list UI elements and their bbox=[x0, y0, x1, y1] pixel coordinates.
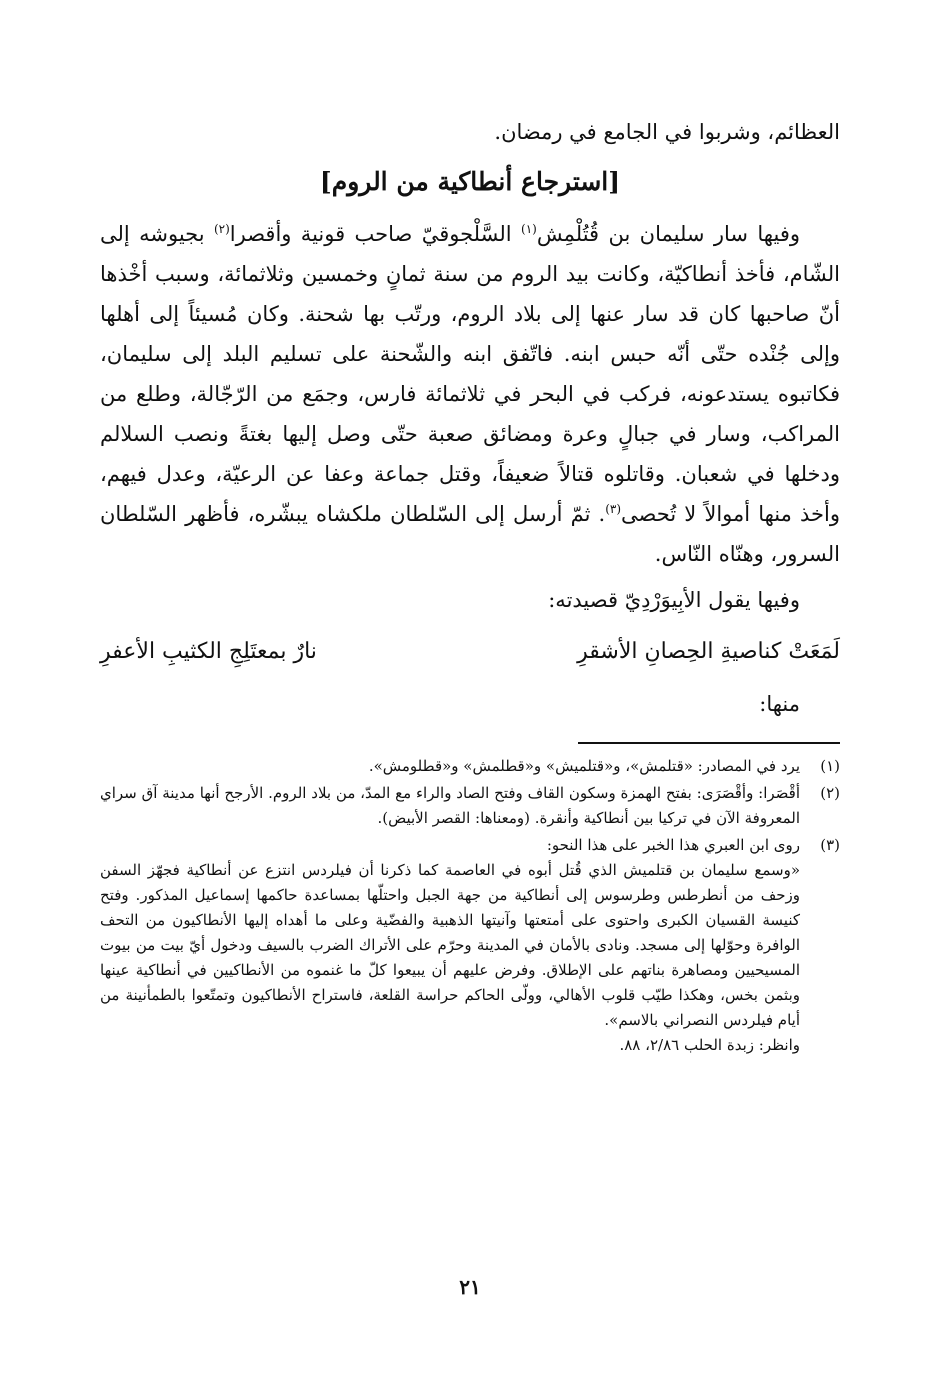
paragraph-part-2: السَّلْجوقيّ صاحب قونية وأقصرا bbox=[229, 222, 521, 246]
footnote-reference: وانظر: زبدة الحلب ٢/٨٦، ٨٨. bbox=[619, 1036, 800, 1054]
poem-intro: وفيها يقول الأبِيوَرْدِيّ قصيدته: bbox=[548, 588, 800, 612]
footnote-1 bbox=[100, 754, 840, 779]
section-title: [استرجاع أنطاكية من الروم] bbox=[319, 167, 621, 196]
page-number: ٢١ bbox=[459, 1275, 481, 1299]
minha-label: منها: bbox=[759, 692, 800, 716]
footnote-body bbox=[100, 754, 800, 779]
opening-line: العظائم، وشربوا في الجامع في رمضان. bbox=[494, 120, 840, 144]
footnote-2 bbox=[100, 781, 840, 831]
footnote-body bbox=[100, 781, 800, 831]
footnote-ref-3[interactable]: (٣) bbox=[605, 502, 622, 516]
page-content bbox=[100, 112, 840, 1373]
footnotes bbox=[100, 754, 840, 1058]
footnote-quote: «وسمع سليمان بن قتلميش الذي قُتل أبوه في العاصمة كما ذكرنا أن فيلردس انتزع عن أنطاكية فجهّز السفن وزحف من أنطرطس وطرسوس إلى أنطاكية من جهة الجبل واحتلّها بمساعدة حاكمها إسماعيل المذكور. وفتح كنيسة القسيان الكبرى واحتوى على أمتعتها وآنيتها الذهبية والفضّية وعلى ما أهداه إليها الأنطاكيون من التحف الوافرة وحوّلها إلى مسجد. ونادى بالأمان في المدينة وحرّم على الأتراك الضرب بالسيف ودخول أيّ بيت من بيوت المسيحيين ومصاهرة بناتهم على الإطلاق. وفرض عليهم أن يبيعوا كلّ ما غنموه من الأنطاكيين في أنطاكية عينها وبثمن بخس، وهكذا طيّب قلوب الأهالي، وولّى الحاكم حراسة القلعة، فاستراح الأنطاكيون وتمتّعوا بالطمأنينة من أيام فيلردس النصراني بالاسم». bbox=[100, 861, 800, 1029]
footnote-ref-1[interactable]: (١) bbox=[521, 222, 537, 236]
paragraph-part-4: . ثمّ أرسل إلى السّلطان ملكشاه يبشّره، فأظهر السّلطان السرور، وهنّاه النّاس. bbox=[100, 502, 840, 566]
footnote-line: أقْصَرا: وأقْصَرَى: بفتح الهمزة وسكون القاف وفتح الصاد والراء مع المدّ، من بلاد الروم. الأرجح أنها مدينة آق سراي المعروفة الآن في تركيا بين أنطاكية وأنقرة. (ومعناها: القصر الأبيض). bbox=[100, 784, 800, 827]
verse-second-hemistich: نارٌ بمعتَلِجِ الكثيبِ الأعفرِ bbox=[100, 639, 317, 664]
footnote-number: (٣) bbox=[820, 836, 840, 854]
footnote-body bbox=[100, 833, 800, 1058]
paragraph-part-1: وفيها سار سليمان بن قُتُلْمِش bbox=[536, 222, 801, 246]
footnote-divider bbox=[578, 742, 840, 744]
footnote-line: يرد في المصادر: «قتلمش»، و«قتلميش» و«قطلمش» و«قطلومش». bbox=[368, 757, 800, 775]
paragraph-part-3: بجيوشه إلى الشّام، فأخذ أنطاكيّة، وكانت بيد الروم من سنة ثمانٍ وخمسين وثلاثمائة، وسبب أخْذها أنّ صاحبها كان قد سار عنها إلى بلاد الروم، ورتّب بها شحنة. وكان مُسيئاً إلى أهلها وإلى جُنْده حتّى أنّه حبس ابنه. فاتّفق ابنه والشّحنة على تسليم البلد إلى سليمان، فكاتبوه يستدعونه، فركب في البحر في ثلاثمائة فارس، وجمَع من الرّجّالة، وطلع من المراكب، وسار في جبالٍ وعرة ومضائق صعبة حتّى وصل إليها بغتةً ونصب السلالم ودخلها في شعبان. وقاتلوه قتالاً ضعيفاً، وقتل جماعة وعفا عن الرعيّة، وعدل فيهم، وأخذ منها أموالاً لا تُحصى bbox=[100, 222, 840, 526]
footnote-number: (٢) bbox=[820, 784, 840, 802]
footnote-ref-2[interactable]: (٢) bbox=[213, 222, 230, 236]
poem-verse bbox=[100, 630, 840, 674]
footnote-number: (١) bbox=[820, 757, 840, 775]
footnote-line: روى ابن العبري هذا الخبر على هذا النحو: bbox=[546, 836, 800, 854]
verse-first-hemistich: لَمَعَتْ كناصيةِ الحِصانِ الأشقرِ bbox=[577, 639, 840, 664]
footnote-3 bbox=[100, 833, 840, 1058]
main-text bbox=[100, 112, 840, 724]
paragraph-main bbox=[100, 214, 840, 574]
